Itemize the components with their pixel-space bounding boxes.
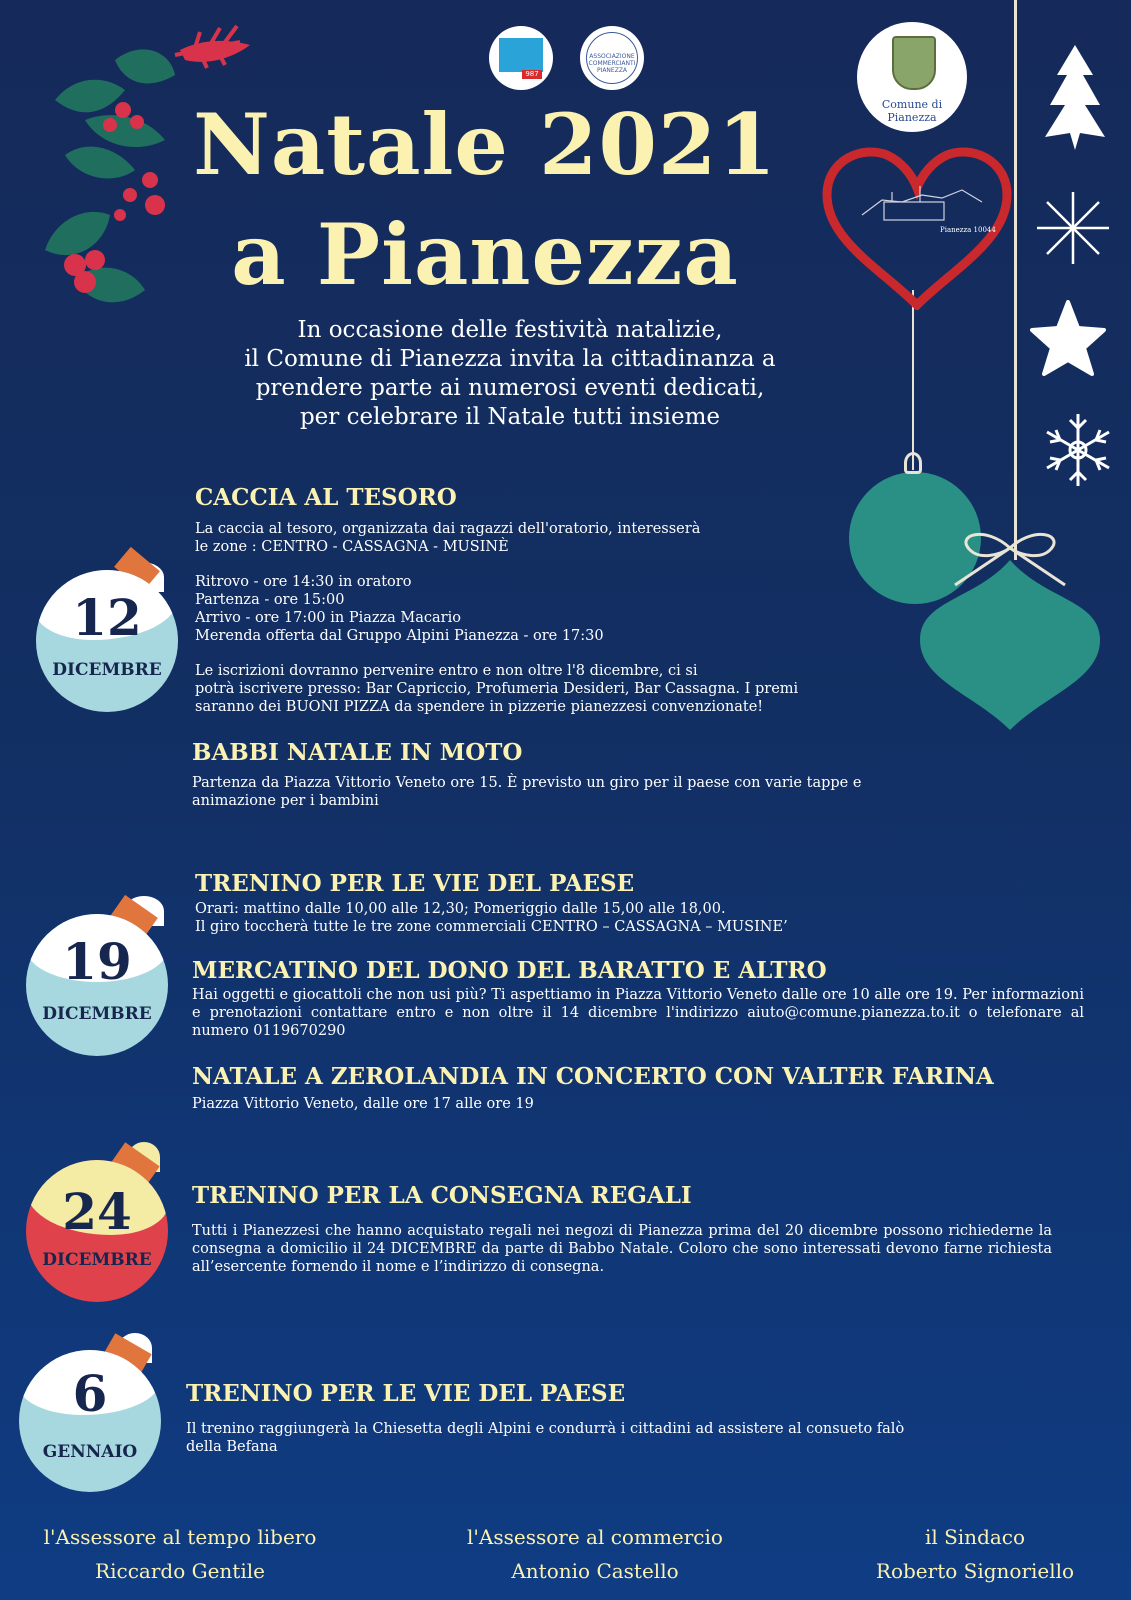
teal-drop-ornament xyxy=(915,530,1105,730)
commercianti-logo-text: ASSOCIAZIONE COMMERCIANTI PIANEZZA xyxy=(586,32,638,84)
commercianti-logo xyxy=(580,26,644,90)
text-line: saranno dei BUONI PIZZA da spendere in pizzerie pianezzesi convenzionate! xyxy=(195,699,764,715)
intro-line: prendere parte ai numerosi eventi dedicati, xyxy=(255,375,765,401)
event-title: BABBI NATALE IN MOTO xyxy=(192,739,523,766)
text-line: Le iscrizioni dovranno pervenire entro e non oltre l'8 dicembre, ci si xyxy=(195,663,698,679)
event-description: Tutti i Pianezzesi che hanno acquistato regali nei negozi di Pianezza prima del 20 dicembre possono richiederne la consegna a domicilio il 24 DICEMBRE da parte di Babbo Natale. Coloro che sono interessati devono farne richiesta all’esercente fornendo il nome e l’indirizzo di consegna. xyxy=(192,1223,1052,1275)
date-ornament-6-gennaio xyxy=(19,1350,161,1492)
intro-text xyxy=(160,316,860,432)
intro-line: il Comune di Pianezza invita la cittadinanza a xyxy=(244,346,776,372)
text-line: Merenda offerta dal Gruppo Alpini Pianezza - ore 17:30 xyxy=(195,628,604,644)
event-title: TRENINO PER LE VIE DEL PAESE xyxy=(186,1380,626,1407)
event-title: TRENINO PER LA CONSEGNA REGALI xyxy=(192,1182,692,1209)
text-line: La caccia al tesoro, organizzata dai ragazzi dell'oratorio, interesserà xyxy=(195,521,701,537)
logo-number: 987 xyxy=(522,70,542,79)
event-description: Hai oggetti e giocattoli che non usi più? Ti aspettiamo in Piazza Vittorio Veneto dalle ore 10 alle ore 19. Per informazioni e prenotazioni contattare entro e non oltre il 14 dicembre l'indirizzo aiuto@comune.pianezza.to.it o telefonare al numero 0119670290 xyxy=(192,987,1084,1039)
date-month: DICEMBRE xyxy=(42,1004,152,1024)
snowflake-line-icon xyxy=(1035,190,1111,266)
event-description xyxy=(195,520,835,556)
text-line: Il trenino raggiungerà la Chiesetta degli Alpini e condurrà i cittadini ad assistere al consueto falò xyxy=(186,1421,905,1437)
signature-role: l'Assessore al commercio xyxy=(467,1525,723,1549)
text-line: Il giro toccherà tutte le tre zone commerciali CENTRO – CASSAGNA – MUSINE’ xyxy=(195,919,788,935)
heart-ornament xyxy=(822,140,1012,310)
signature-name: Riccardo Gentile xyxy=(95,1559,265,1583)
text-line: le zone : CENTRO - CASSAGNA - MUSINÈ xyxy=(195,539,509,555)
signature-role: l'Assessore al tempo libero xyxy=(43,1525,317,1549)
signature-block xyxy=(430,1520,760,1588)
logo-shape xyxy=(499,38,543,72)
text-line: animazione per i bambini xyxy=(192,793,379,809)
text-line: Arrivo - ore 17:00 in Piazza Macario xyxy=(195,610,461,626)
text-line: Ritrovo - ore 14:30 in oratoro xyxy=(195,574,412,590)
event-title: NATALE A ZEROLANDIA IN CONCERTO CON VALTER FARINA xyxy=(192,1063,994,1090)
snowflake-icon xyxy=(1040,412,1116,488)
event-title: MERCATINO DEL DONO DEL BARATTO E ALTRO xyxy=(192,957,827,984)
title-line-2: a Pianezza xyxy=(231,205,739,304)
event-description xyxy=(195,900,995,936)
date-day: 24 xyxy=(62,1182,132,1241)
text-line: Orari: mattino dalle 10,00 alle 12,30; Pomeriggio dalle 15,00 alle 18,00. xyxy=(195,901,726,917)
date-ornament-12-dicembre xyxy=(36,570,178,712)
event-schedule xyxy=(195,573,835,645)
star-icon xyxy=(1030,300,1106,376)
event-title: TRENINO PER LE VIE DEL PAESE xyxy=(195,870,635,897)
signature-block xyxy=(20,1520,340,1588)
date-month: DICEMBRE xyxy=(42,1250,152,1270)
tree-icon xyxy=(1045,45,1105,150)
hanging-string xyxy=(912,290,914,470)
date-month: GENNAIO xyxy=(42,1442,138,1462)
date-ornament-24-dicembre xyxy=(26,1160,168,1302)
signature-name: Antonio Castello xyxy=(511,1559,679,1583)
event-description: Piazza Vittorio Veneto, dalle ore 17 alle ore 19 xyxy=(192,1096,534,1112)
coat-of-arms-icon xyxy=(892,36,936,90)
event-description xyxy=(192,774,1012,810)
association-logo xyxy=(489,26,553,90)
signature-role: il Sindaco xyxy=(924,1525,1026,1549)
date-day: 6 xyxy=(72,1364,108,1423)
date-month: DICEMBRE xyxy=(52,660,162,680)
text-line: della Befana xyxy=(186,1439,278,1455)
signature-name: Roberto Signoriello xyxy=(875,1559,1075,1583)
ornament-cap xyxy=(904,452,922,474)
intro-line: per celebrare il Natale tutti insieme xyxy=(299,404,721,430)
intro-line: In occasione delle festività natalizie, xyxy=(297,317,723,343)
event-note xyxy=(195,662,915,716)
text-line: Partenza da Piazza Vittorio Veneto ore 15. È previsto un giro per il paese con varie tappe e xyxy=(192,775,862,791)
date-ornament-19-dicembre xyxy=(26,914,168,1056)
comune-logo xyxy=(857,22,967,132)
date-day: 12 xyxy=(72,588,142,647)
text-line: Partenza - ore 15:00 xyxy=(195,592,345,608)
event-title: CACCIA AL TESORO xyxy=(195,484,457,511)
date-day: 19 xyxy=(62,932,132,991)
signature-block xyxy=(850,1520,1100,1588)
hanging-string xyxy=(1014,0,1017,560)
heart-text: Pianezza 10044 xyxy=(940,226,996,234)
title-line-1: Natale 2021 xyxy=(193,95,777,194)
event-description xyxy=(186,1420,1066,1456)
comune-logo-text: Comune di Pianezza xyxy=(881,98,943,124)
text-line: potrà iscrivere presso: Bar Capriccio, Profumeria Desideri, Bar Cassagna. I premi xyxy=(195,681,799,697)
